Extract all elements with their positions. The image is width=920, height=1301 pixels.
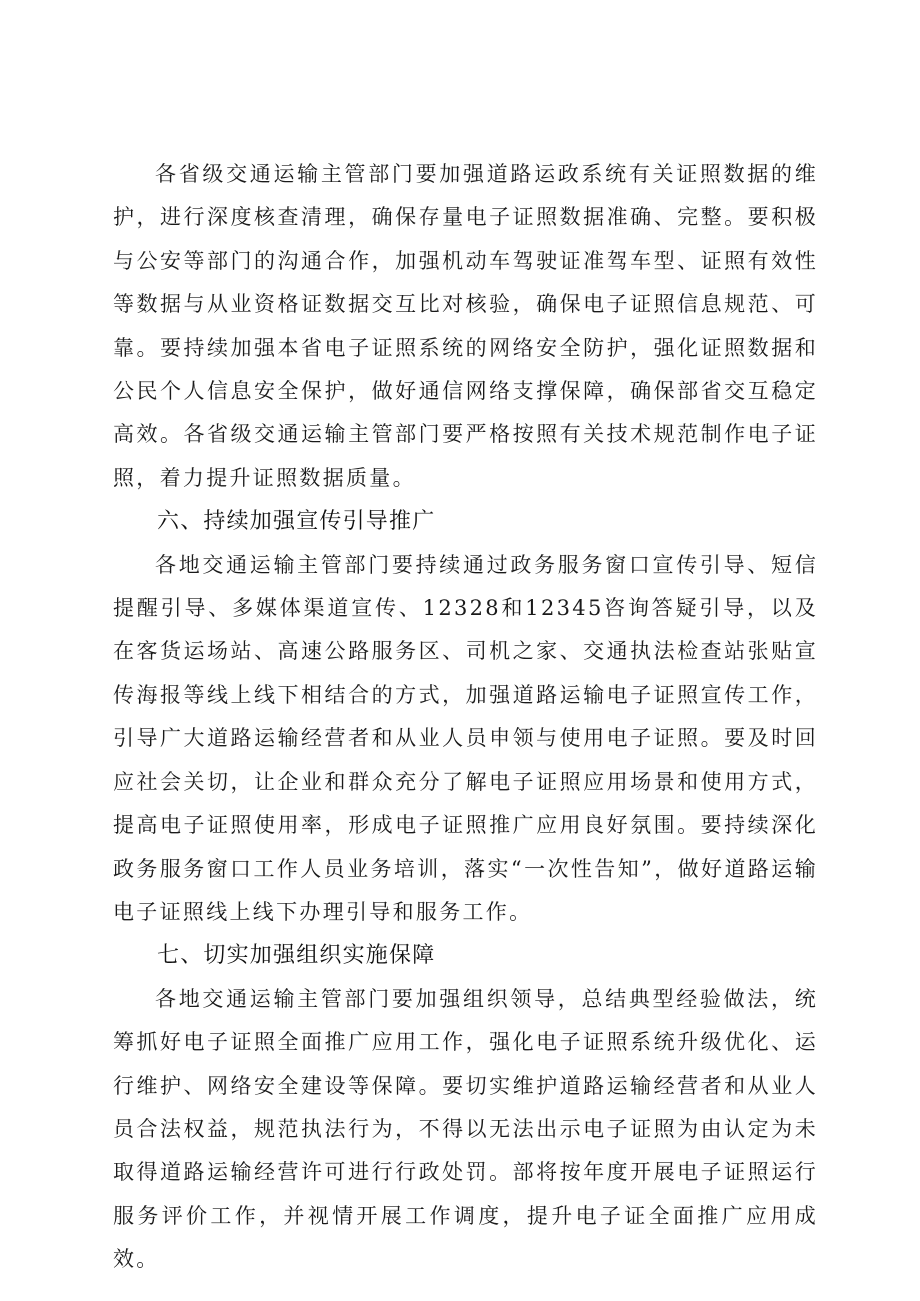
paragraph-promotion: 各地交通运输主管部门要持续通过政务服务窗口宣传引导、短信提醒引导、多媒体渠道宣传、12328和12345咨询答疑引导，以及在客货运场站、高速公路服务区、司机之家、交通执法检查站张贴宣传海报等线上线下相结合的方式，加强道路运输电子证照宣传工作，引导广大道路运输经营者和从业人员申领与使用电子证照。要及时回应社会关切，让企业和群众充分了解电子证照应用场景和使用方式，提高电子证照使用率，形成电子证照推广应用良好氛围。要持续深化政务服务窗口工作人员业务培训，落实“一次性告知”，做好道路运输电子证照线上线下办理引导和服务工作。 bbox=[113, 552, 818, 924]
section-heading-six: 六、持续加强宣传引导推广 bbox=[157, 509, 436, 535]
paragraph-organization: 各地交通运输主管部门要加强组织领导，总结典型经验做法，统筹抓好电子证照全面推广应用工作，强化电子证照系统升级优化、运行维护、网络安全建设等保障。要切实维护道路运输经营者和从业人员合法权益，规范执法行为，不得以无法出示电子证照为由认定为未取得道路运输经营许可进行行政处罚。部将按年度开展电子证照运行服务评价工作，并视情开展工作调度，提升电子证全面推广应用成效。 bbox=[113, 986, 818, 1272]
document-body bbox=[113, 153, 818, 1282]
paragraph-data-maintenance: 各省级交通运输主管部门要加强道路运政系统有关证照数据的维护，进行深度核查清理，确保存量电子证照数据准确、完整。要积极与公安等部门的沟通合作，加强机动车驾驶证准驾车型、证照有效性等数据与从业资格证数据交互比对核验，确保电子证照信息规范、可靠。要持续加强本省电子证照系统的网络安全防护，强化证照数据和公民个人信息安全保护，做好通信网络支撑保障，确保部省交互稳定高效。各省级交通运输主管部门要严格按照有关技术规范制作电子证照，着力提升证照数据质量。 bbox=[113, 162, 818, 490]
section-heading-seven: 七、切实加强组织实施保障 bbox=[157, 943, 436, 969]
